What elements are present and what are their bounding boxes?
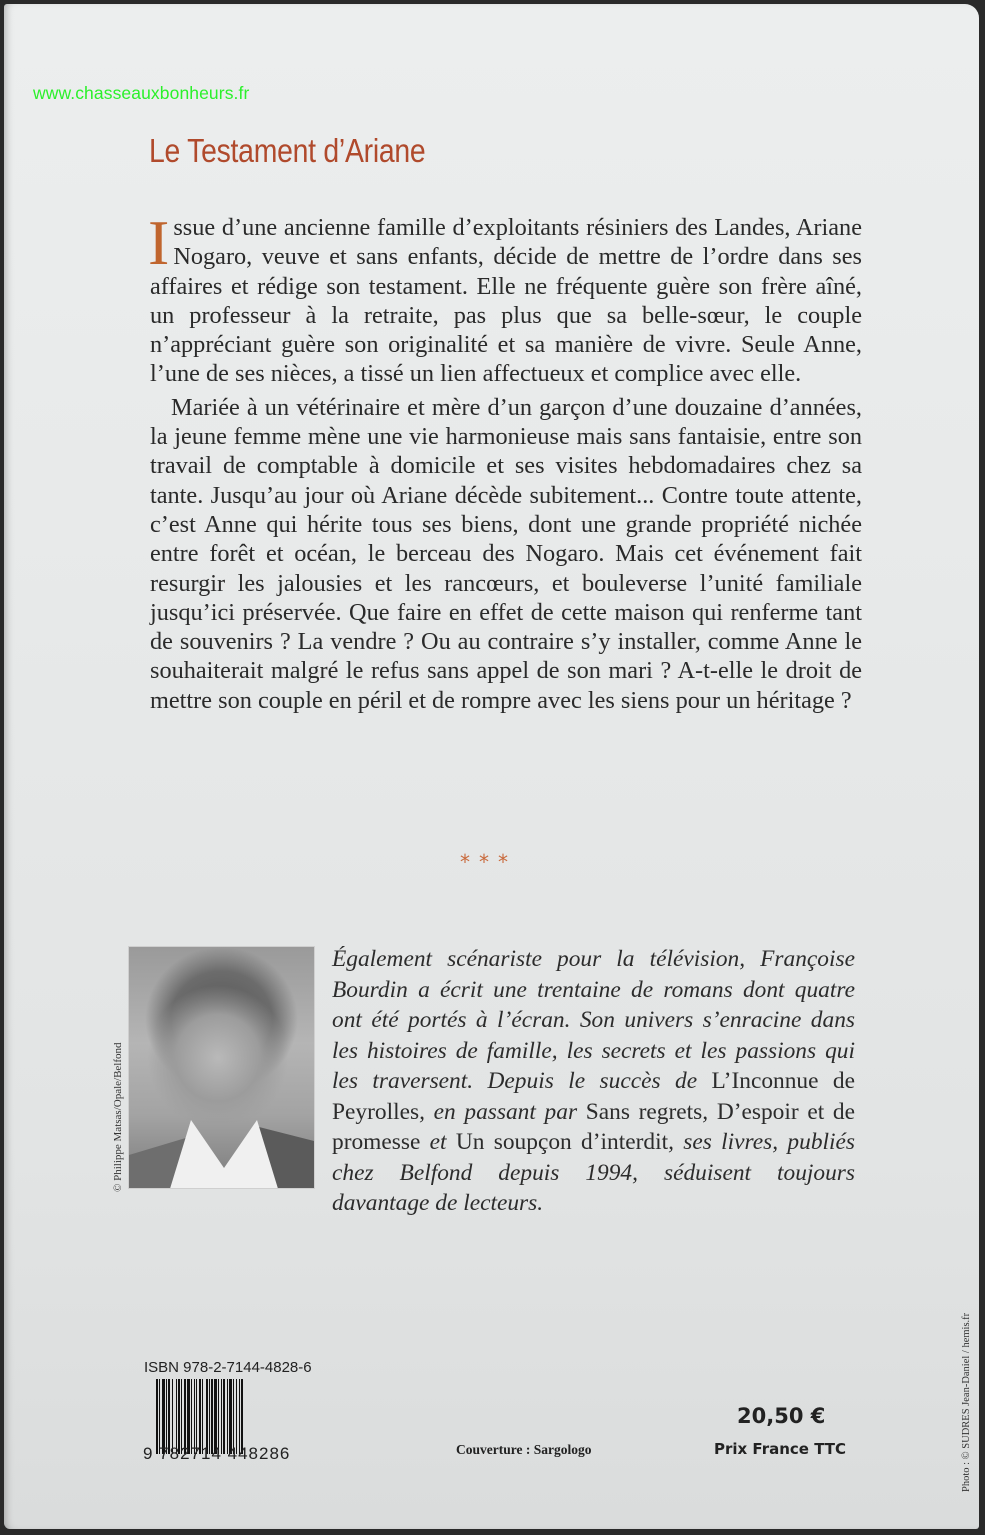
synopsis [148,207,862,715]
book-title: Le Testament d’Ariane [149,132,426,169]
cover-photo-credit: Photo : © SUDRES Jean-Daniel / hemis.fr [961,1312,972,1492]
book-title-ref: L’Inconnue de Peyrolles [332,1068,855,1125]
book-back-cover [4,4,979,1529]
synopsis-paragraph-2: Mariée à un vétérinaire et mère d’un garçon d’une douzaine d’années, la jeune femme mène une vie harmonieuse mais sans fantaisie, entre son travail de comptable à domicile et ses visites hebdomadaires chez sa tante. Jusqu’au jour où Ariane décède subitement... Contre toute attente, c’est Anne qui hérite tous ses biens, dont une grande propriété nichée entre forêt et océan, le berceau des Nogaro. Mais cet événement fait resurgir les jalousies et les rancœurs, et bouleverse l’unité familiale jusqu’ici préservée. Que faire en effet de cette maison qui renferme tant de souvenirs ? La vendre ? Ou au contraire s’y installer, comme Anne le souhaiterait malgré le refus sans appel de son mari ? A-t-elle le droit de mettre son couple en péril et de rompre avec les siens pour un héritage ? [150,393,862,714]
photo-credit: © Philippe Matsas/Opale/Belfond [112,1042,124,1192]
watermark-url: www.chasseauxbonheurs.fr [33,83,250,103]
book-title-ref: Sans regrets [585,1098,703,1125]
bio-text: , en passant par [419,1098,586,1125]
author-bio [332,944,855,1219]
bio-text: et [420,1129,456,1155]
book-title-ref: D’espoir et de promesse [332,1098,855,1155]
isbn-label: ISBN 978-2-7144-4828-6 [144,1359,312,1376]
bio-text: , [702,1098,717,1125]
drop-cap: I [148,207,170,278]
price-label: Prix France TTC [714,1440,847,1458]
cover-credit: Couverture : Sargologo [456,1442,592,1457]
photo-collar [169,1112,279,1189]
synopsis-paragraph-1 [148,207,862,389]
barcode-bar [243,1379,244,1454]
bio-text: Également scénariste pour la télévision, Françoise Bourdin a écrit une trentaine de romans dont quatre ont été portés à l’écran. Son univers s’enracine dans les histoires de famille, les secrets et les passions qui les traversent. Depuis le succès de [332,946,855,1094]
book-title-ref: Un soupçon d’interdit [455,1129,669,1155]
synopsis-paragraph-1-text: ssue d’une ancienne famille d’exploitants résiniers des Landes, Ariane Nogaro, veuve et sans enfants, décide de mettre de l’ordre dans ses affaires et rédige son testament. Elle ne fréquente guère son frère aîné, un professeur à la retraite, pas plus que sa belle-sœur, le couple n’appréciant guère son originalité et sa manière de vivre. Seule Anne, l’une de ses nièces, a tissé un lien affectueux et complice avec elle. [150,214,862,388]
price: 20,50 € [737,1404,826,1428]
barcode [156,1379,314,1454]
barcode-digits: 9 782714 448286 [143,1444,291,1463]
asterism-ornament: *** [460,850,517,874]
author-photo [128,946,315,1189]
bio-text: , ses livres, publiés chez Belfond depuis 1994, séduisent toujours davantage de lecteurs. [332,1129,855,1216]
